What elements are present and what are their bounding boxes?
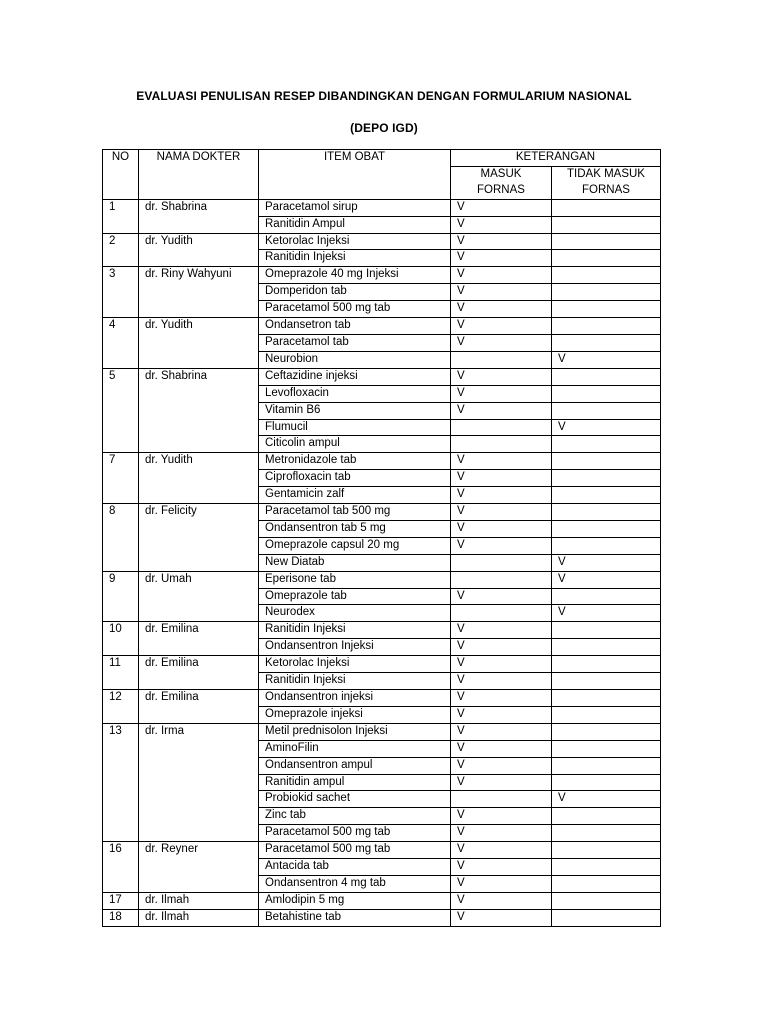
drug-item: Paracetamol sirup [259, 199, 451, 216]
masuk-fornas-mark: V [451, 808, 552, 825]
tidak-masuk-fornas-mark [552, 875, 661, 892]
tidak-masuk-fornas-mark [552, 740, 661, 757]
header-no: NO [103, 150, 139, 200]
header-item: ITEM OBAT [259, 150, 451, 200]
table-row [103, 909, 661, 926]
masuk-fornas-mark: V [451, 892, 552, 909]
masuk-fornas-mark [451, 351, 552, 368]
drug-item: Paracetamol tab [259, 334, 451, 351]
masuk-fornas-mark: V [451, 470, 552, 487]
row-number: 1 [103, 199, 139, 233]
tidak-masuk-fornas-mark: V [552, 571, 661, 588]
masuk-fornas-mark: V [451, 233, 552, 250]
tidak-masuk-fornas-mark [552, 267, 661, 284]
tidak-masuk-fornas-mark [552, 385, 661, 402]
doctor-name: dr. Yudith [139, 318, 259, 369]
doctor-name: dr. Shabrina [139, 368, 259, 453]
masuk-fornas-mark: V [451, 723, 552, 740]
row-number: 3 [103, 267, 139, 318]
table-row [103, 892, 661, 909]
masuk-fornas-mark: V [451, 402, 552, 419]
header-masuk-fornas [451, 166, 552, 199]
masuk-fornas-mark: V [451, 284, 552, 301]
row-number: 18 [103, 909, 139, 926]
tidak-masuk-fornas-mark [552, 706, 661, 723]
masuk-fornas-mark: V [451, 825, 552, 842]
tidak-masuk-fornas-mark [552, 520, 661, 537]
row-number: 10 [103, 622, 139, 656]
drug-item: Ranitidin Injeksi [259, 622, 451, 639]
masuk-fornas-mark: V [451, 199, 552, 216]
tidak-masuk-fornas-mark [552, 825, 661, 842]
table-row [103, 233, 661, 250]
tidak-masuk-fornas-mark [552, 537, 661, 554]
drug-item: Amlodipin 5 mg [259, 892, 451, 909]
masuk-fornas-mark: V [451, 690, 552, 707]
masuk-fornas-mark: V [451, 656, 552, 673]
drug-item: Eperisone tab [259, 571, 451, 588]
masuk-fornas-mark [451, 791, 552, 808]
tidak-masuk-fornas-mark [552, 909, 661, 926]
masuk-fornas-mark: V [451, 673, 552, 690]
drug-item: Paracetamol tab 500 mg [259, 504, 451, 521]
row-number: 9 [103, 571, 139, 622]
table-header [103, 150, 661, 200]
table-body [103, 199, 661, 926]
tidak-masuk-fornas-mark [552, 216, 661, 233]
doctor-name: dr. Emilina [139, 656, 259, 690]
tidak-masuk-fornas-mark [552, 436, 661, 453]
tidak-masuk-fornas-mark [552, 318, 661, 335]
tidak-masuk-fornas-mark [552, 487, 661, 504]
tidak-masuk-fornas-mark [552, 402, 661, 419]
tidak-masuk-fornas-mark [552, 639, 661, 656]
doctor-name: dr. Yudith [139, 233, 259, 267]
masuk-fornas-mark [451, 605, 552, 622]
header-tidak-line2: FORNAS [582, 183, 630, 196]
masuk-fornas-mark: V [451, 301, 552, 318]
tidak-masuk-fornas-mark: V [552, 351, 661, 368]
tidak-masuk-fornas-mark [552, 504, 661, 521]
tidak-masuk-fornas-mark [552, 656, 661, 673]
tidak-masuk-fornas-mark [552, 334, 661, 351]
row-number: 4 [103, 318, 139, 369]
doctor-name: dr. Felicity [139, 504, 259, 572]
masuk-fornas-mark: V [451, 250, 552, 267]
drug-item: Ondansentron 4 mg tab [259, 875, 451, 892]
header-masuk-line2: FORNAS [477, 183, 525, 196]
tidak-masuk-fornas-mark [552, 774, 661, 791]
row-number: 13 [103, 723, 139, 841]
row-number: 17 [103, 892, 139, 909]
table-row [103, 504, 661, 521]
tidak-masuk-fornas-mark [552, 690, 661, 707]
masuk-fornas-mark [451, 436, 552, 453]
tidak-masuk-fornas-mark [552, 808, 661, 825]
masuk-fornas-mark: V [451, 842, 552, 859]
drug-item: Ranitidin Ampul [259, 216, 451, 233]
masuk-fornas-mark: V [451, 757, 552, 774]
masuk-fornas-mark: V [451, 588, 552, 605]
masuk-fornas-mark: V [451, 318, 552, 335]
table-row [103, 622, 661, 639]
table-row [103, 368, 661, 385]
doctor-name: dr. Yudith [139, 453, 259, 504]
table-row [103, 199, 661, 216]
tidak-masuk-fornas-mark [552, 301, 661, 318]
tidak-masuk-fornas-mark [552, 673, 661, 690]
masuk-fornas-mark: V [451, 537, 552, 554]
masuk-fornas-mark: V [451, 639, 552, 656]
header-masuk-line1: MASUK [480, 167, 522, 180]
masuk-fornas-mark: V [451, 267, 552, 284]
tidak-masuk-fornas-mark: V [552, 554, 661, 571]
tidak-masuk-fornas-mark [552, 757, 661, 774]
drug-item: Ondansentron injeksi [259, 690, 451, 707]
doctor-name: dr. Ilmah [139, 892, 259, 909]
masuk-fornas-mark: V [451, 385, 552, 402]
masuk-fornas-mark: V [451, 706, 552, 723]
drug-item: Neurobion [259, 351, 451, 368]
row-number: 7 [103, 453, 139, 504]
doctor-name: dr. Ilmah [139, 909, 259, 926]
tidak-masuk-fornas-mark [552, 250, 661, 267]
masuk-fornas-mark: V [451, 859, 552, 876]
drug-item: Paracetamol 500 mg tab [259, 842, 451, 859]
tidak-masuk-fornas-mark [552, 368, 661, 385]
drug-item: AminoFilin [259, 740, 451, 757]
document-subtitle: (DEPO IGD) [350, 121, 418, 135]
tidak-masuk-fornas-mark [552, 199, 661, 216]
doctor-name: dr. Emilina [139, 622, 259, 656]
drug-item: Vitamin B6 [259, 402, 451, 419]
masuk-fornas-mark: V [451, 740, 552, 757]
header-tidak-line1: TIDAK MASUK [567, 167, 645, 180]
table-row [103, 690, 661, 707]
row-number: 8 [103, 504, 139, 572]
drug-item: Citicolin ampul [259, 436, 451, 453]
masuk-fornas-mark: V [451, 622, 552, 639]
document-title: EVALUASI PENULISAN RESEP DIBANDINGKAN DENGAN FORMULARIUM NASIONAL [136, 89, 632, 103]
prescription-table [102, 149, 661, 927]
doctor-name: dr. Reyner [139, 842, 259, 893]
drug-item: Omeprazole capsul 20 mg [259, 537, 451, 554]
drug-item: Betahistine tab [259, 909, 451, 926]
drug-item: Probiokid sachet [259, 791, 451, 808]
header-doctor: NAMA DOKTER [139, 150, 259, 200]
masuk-fornas-mark: V [451, 520, 552, 537]
drug-item: Levofloxacin [259, 385, 451, 402]
doctor-name: dr. Riny Wahyuni [139, 267, 259, 318]
masuk-fornas-mark [451, 419, 552, 436]
masuk-fornas-mark: V [451, 368, 552, 385]
tidak-masuk-fornas-mark [552, 723, 661, 740]
tidak-masuk-fornas-mark [552, 233, 661, 250]
drug-item: Ceftazidine injeksi [259, 368, 451, 385]
doctor-name: dr. Shabrina [139, 199, 259, 233]
drug-item: Ciprofloxacin tab [259, 470, 451, 487]
drug-item: Ranitidin ampul [259, 774, 451, 791]
masuk-fornas-mark: V [451, 487, 552, 504]
tidak-masuk-fornas-mark [552, 470, 661, 487]
doctor-name: dr. Emilina [139, 690, 259, 724]
drug-item: Gentamicin zalf [259, 487, 451, 504]
tidak-masuk-fornas-mark: V [552, 419, 661, 436]
drug-item: Omeprazole tab [259, 588, 451, 605]
drug-item: Ranitidin Injeksi [259, 673, 451, 690]
row-number: 16 [103, 842, 139, 893]
table-row [103, 571, 661, 588]
drug-item: Ketorolac Injeksi [259, 656, 451, 673]
header-keterangan: KETERANGAN [451, 150, 661, 167]
doctor-name: dr. Umah [139, 571, 259, 622]
header-tidak-masuk-fornas [552, 166, 661, 199]
masuk-fornas-mark: V [451, 453, 552, 470]
table-row [103, 842, 661, 859]
drug-item: Flumucil [259, 419, 451, 436]
row-number: 2 [103, 233, 139, 267]
drug-item: Ondansetron tab [259, 318, 451, 335]
drug-item: Omeprazole injeksi [259, 706, 451, 723]
tidak-masuk-fornas-mark: V [552, 791, 661, 808]
masuk-fornas-mark: V [451, 774, 552, 791]
tidak-masuk-fornas-mark [552, 588, 661, 605]
table-row [103, 723, 661, 740]
masuk-fornas-mark: V [451, 216, 552, 233]
table-row [103, 656, 661, 673]
tidak-masuk-fornas-mark [552, 859, 661, 876]
tidak-masuk-fornas-mark [552, 453, 661, 470]
drug-item: Neurodex [259, 605, 451, 622]
table-row [103, 318, 661, 335]
tidak-masuk-fornas-mark [552, 622, 661, 639]
masuk-fornas-mark: V [451, 875, 552, 892]
tidak-masuk-fornas-mark [552, 284, 661, 301]
drug-item: Paracetamol 500 mg tab [259, 301, 451, 318]
row-number: 5 [103, 368, 139, 453]
drug-item: New Diatab [259, 554, 451, 571]
row-number: 12 [103, 690, 139, 724]
drug-item: Ranitidin Injeksi [259, 250, 451, 267]
row-number: 11 [103, 656, 139, 690]
tidak-masuk-fornas-mark [552, 892, 661, 909]
masuk-fornas-mark: V [451, 504, 552, 521]
drug-item: Omeprazole 40 mg Injeksi [259, 267, 451, 284]
drug-item: Domperidon tab [259, 284, 451, 301]
table-row [103, 453, 661, 470]
drug-item: Paracetamol 500 mg tab [259, 825, 451, 842]
drug-item: Antacida tab [259, 859, 451, 876]
drug-item: Metronidazole tab [259, 453, 451, 470]
drug-item: Ondansentron Injeksi [259, 639, 451, 656]
drug-item: Ketorolac Injeksi [259, 233, 451, 250]
masuk-fornas-mark: V [451, 909, 552, 926]
table-row [103, 267, 661, 284]
drug-item: Zinc tab [259, 808, 451, 825]
masuk-fornas-mark [451, 571, 552, 588]
masuk-fornas-mark: V [451, 334, 552, 351]
doctor-name: dr. Irma [139, 723, 259, 841]
tidak-masuk-fornas-mark [552, 842, 661, 859]
drug-item: Metil prednisolon Injeksi [259, 723, 451, 740]
tidak-masuk-fornas-mark: V [552, 605, 661, 622]
masuk-fornas-mark [451, 554, 552, 571]
drug-item: Ondansentron tab 5 mg [259, 520, 451, 537]
drug-item: Ondansentron ampul [259, 757, 451, 774]
